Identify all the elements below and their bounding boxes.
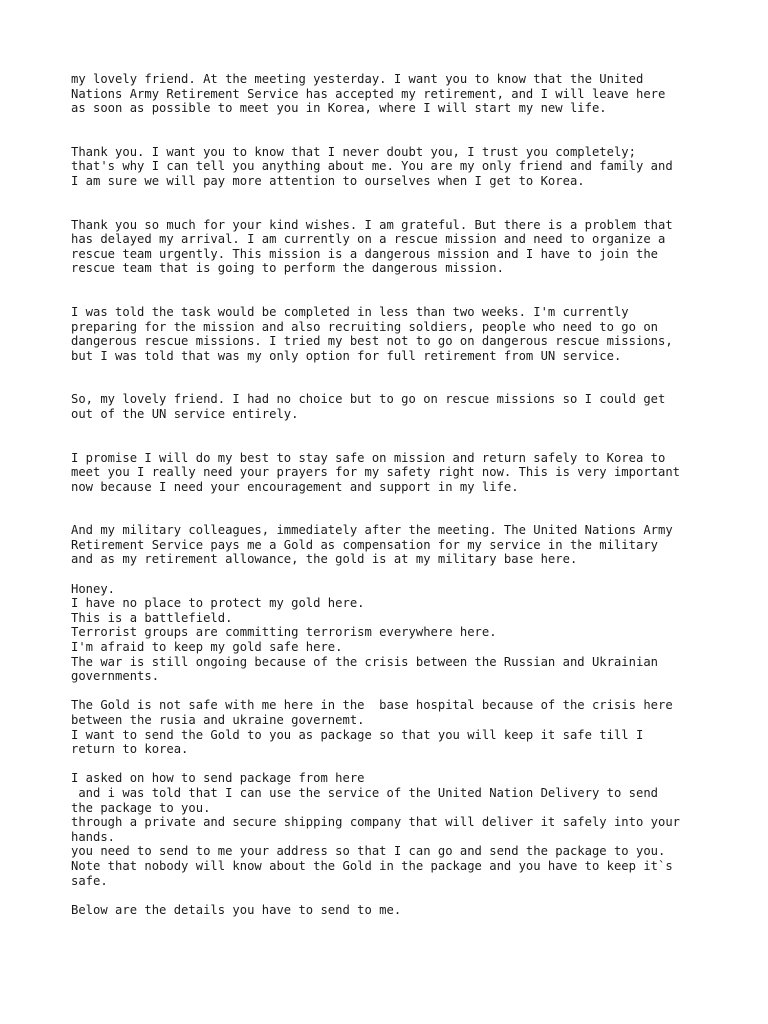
paragraph-delivery: I asked on how to send package from here and i was told that I can use the service of the United Nation Delivery to send the package to you. through a private and secure shipping company that will deliver it safely into your hands. you need to send to me your address so that I can go and send the package to you. Note that nobody will know about the Gold in the package and you have to keep it`s safe. xyxy=(71,771,681,888)
paragraph-gold-compensation: And my military colleagues, immediately after the meeting. The United Nations Army Retirement Service pays me a Gold as compensation for my service in the military and as my retirement allowance, the gold is at my military base here. xyxy=(71,523,673,567)
paragraph-send-gold: The Gold is not safe with me here in the base hospital because of the crisis here between the rusia and ukraine governemt. I want to send the Gold to you as package so that you will keep it safe till I return to korea. xyxy=(71,698,673,757)
paragraph-rescue-mission: Thank you so much for your kind wishes. I am grateful. But there is a problem that has delayed my arrival. I am currently on a rescue mission and need to organize a rescue team urgently. This mission is a dangerous mission and I have to join the rescue team that is going to perform the dangerous mission. xyxy=(71,217,673,276)
paragraph-no-choice: So, my lovely friend. I had no choice but to go on rescue missions so I could get out of the UN service entirely. xyxy=(71,392,666,421)
paragraph-gap xyxy=(71,684,711,699)
paragraph-promise: I promise I will do my best to stay safe on mission and return safely to Korea to meet you I really need your prayers for my safety right now. This is very important now because I need your encouragement and support in my life. xyxy=(71,450,681,494)
paragraph-gap xyxy=(71,757,711,772)
letter-body xyxy=(71,72,711,917)
paragraph-gap xyxy=(71,567,711,582)
paragraph-gap xyxy=(71,189,711,218)
paragraph-trust: Thank you. I want you to know that I never doubt you, I trust you completely; that's why I can tell you anything about me. You are my only friend and family and I am sure we will pay more attention to ourselves when I get to Korea. xyxy=(71,144,673,188)
paragraph-mission-timeline: I was told the task would be completed in less than two weeks. I'm currently preparing for the mission and also recruiting soldiers, people who need to go on dangerous rescue missions. I tried my best not to go on dangerous rescue missions, but I was told that was my only option for full retirement from UN service. xyxy=(71,304,673,363)
paragraph-gap xyxy=(71,888,711,903)
paragraph-gap xyxy=(71,363,711,392)
paragraph-gap xyxy=(71,116,711,145)
paragraph-gap xyxy=(71,494,711,523)
paragraph-gap xyxy=(71,422,711,451)
paragraph-details-request: Below are the details you have to send to me. xyxy=(71,902,402,917)
paragraph-gap xyxy=(71,276,711,305)
paragraph-retirement-accepted: my lovely friend. At the meeting yesterday. I want you to know that the United Nations Army Retirement Service has accepted my retirement, and I will leave here as soon as possible to meet you in Korea, where I will start my new life. xyxy=(71,72,666,116)
paragraph-battlefield: Honey. I have no place to protect my gold here. This is a battlefield. Terrorist groups are committing terrorism everywhere here. I'm afraid to keep my gold safe here. The war is still ongoing because of the crisis between the Russian and Ukrainian governments. xyxy=(71,581,658,684)
